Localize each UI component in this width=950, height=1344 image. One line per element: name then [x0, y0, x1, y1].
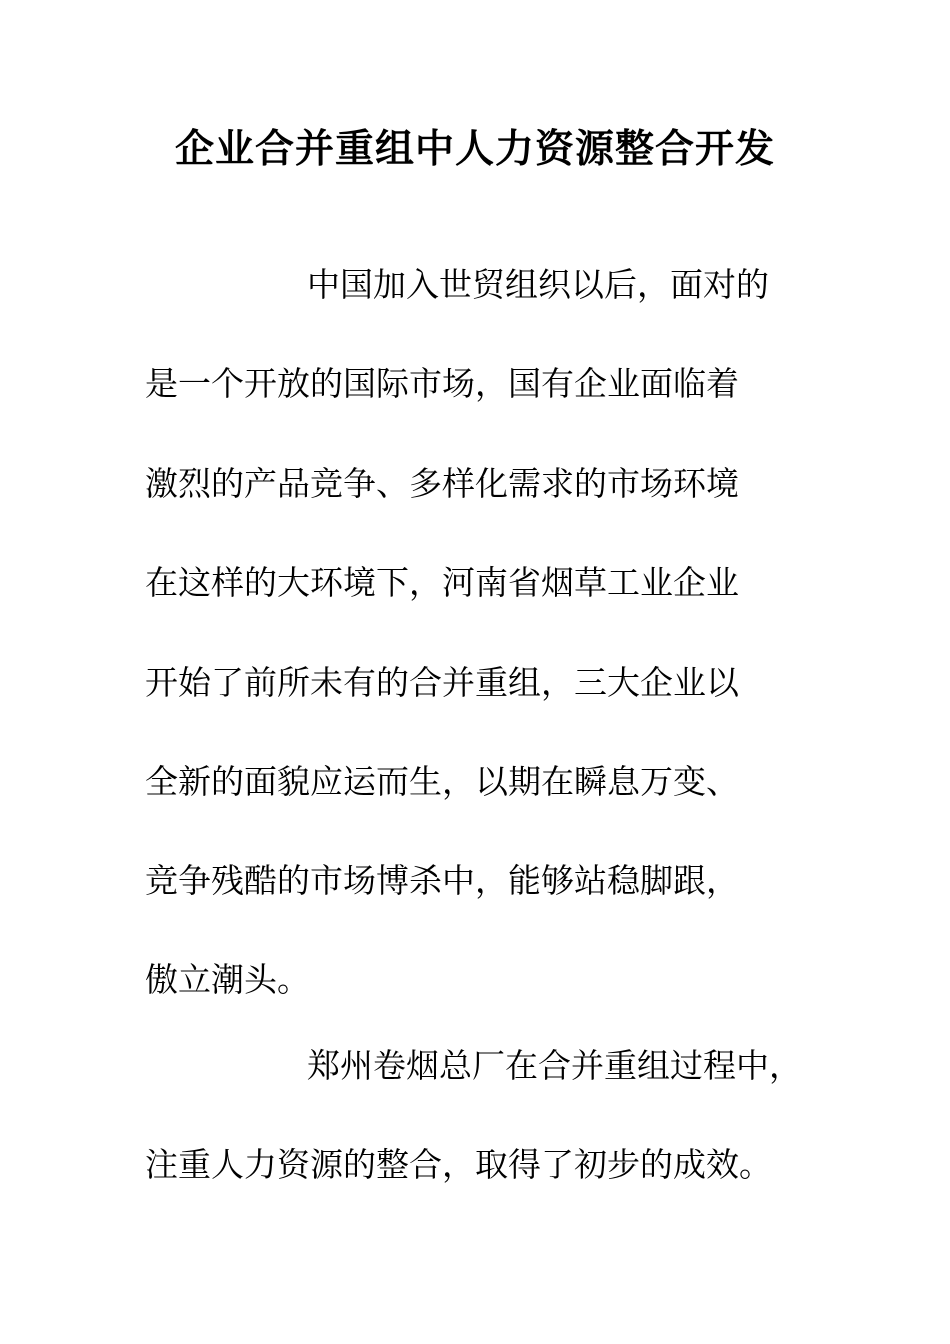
paragraph-1-line-4: 在这样的大环境下，河南省烟草工业企业	[145, 563, 739, 602]
paragraph-2-line-2: 注重人力资源的整合，取得了初步的成效。	[145, 1145, 772, 1184]
paragraph-1-line-7: 竞争残酷的市场博杀中，能够站稳脚跟，	[145, 861, 739, 900]
paragraph-2-line-1: 郑州卷烟总厂在合并重组过程中，	[307, 1046, 802, 1085]
paragraph-1-line-5: 开始了前所未有的合并重组，三大企业以	[145, 663, 739, 702]
paragraph-1-line-1: 中国加入世贸组织以后，面对的	[307, 265, 769, 304]
paragraph-1-line-2: 是一个开放的国际市场，国有企业面临着	[145, 364, 739, 403]
paragraph-1-line-3: 激烈的产品竞争、多样化需求的市场环境	[145, 464, 739, 503]
paragraph-1-line-6: 全新的面貌应运而生，以期在瞬息万变、	[145, 762, 739, 801]
document-title: 企业合并重组中人力资源整合开发	[174, 127, 775, 172]
paragraph-1-line-8: 傲立潮头。	[145, 960, 310, 999]
